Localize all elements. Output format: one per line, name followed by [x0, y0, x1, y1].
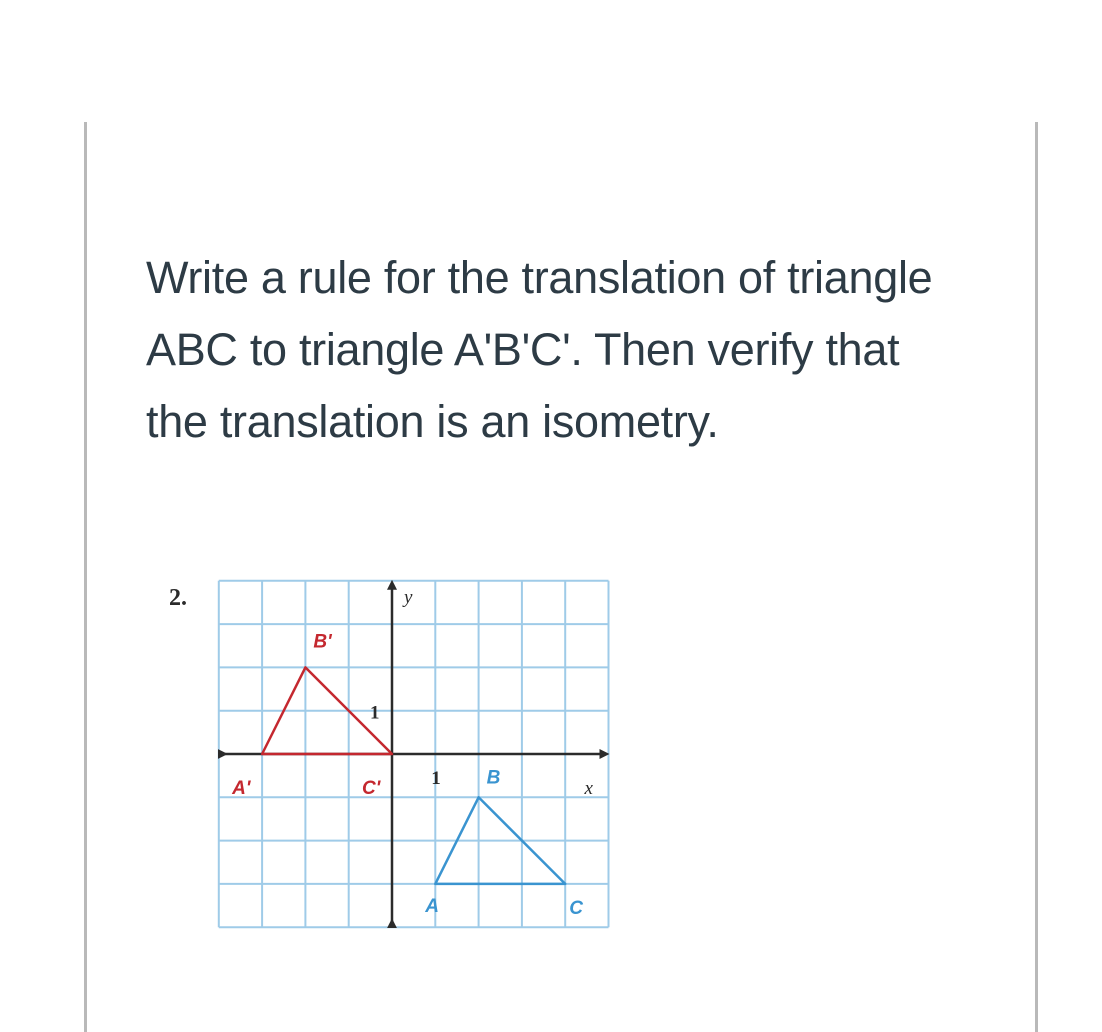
vertex-label-a-prime: A' [232, 778, 251, 799]
vertex-label-b-prime: B' [313, 631, 332, 653]
vertex-label-c: C [569, 897, 583, 919]
problem-number: 2. [169, 585, 187, 611]
vertex-label-a: A [425, 895, 440, 917]
vertex-label-c-prime: C' [362, 778, 381, 799]
x-tick-label-1: 1 [431, 768, 441, 789]
vertex-label-b: B [486, 767, 501, 789]
y-tick-label-1: 1 [370, 702, 380, 724]
coordinate-grid-svg [160, 570, 620, 950]
y-axis-label: y [404, 586, 413, 608]
coordinate-grid-figure [160, 570, 620, 950]
question-text: Write a rule for the translation of triangle ABC to triangle A'B'C'. Then verify that the translation is an isometry. [146, 252, 933, 447]
x-axis-label: x [584, 778, 593, 799]
